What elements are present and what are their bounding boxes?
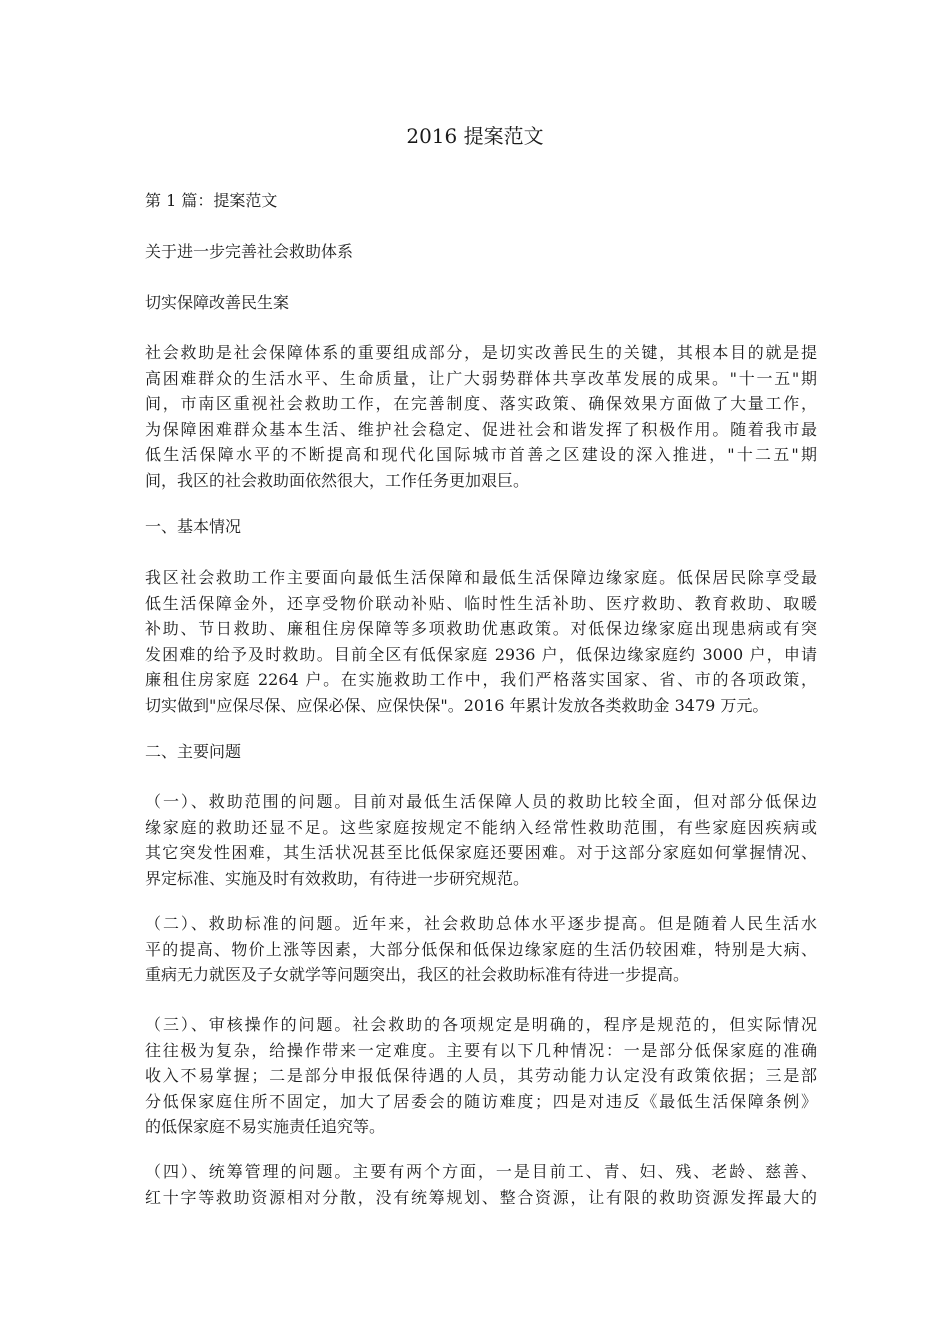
intro-line: 为保障困难群众基本生活、维护社会稳定、促进社会和谐发挥了积极作用。随着我市最: [145, 419, 817, 439]
problem-2-line: 重病无力就医及子女就学等问题突出，我区的社会救助标准有待进一步提高。: [145, 965, 690, 985]
proposal-title-line-1: 关于进一步完善社会救助体系: [145, 242, 354, 261]
problem-2-line: （二）、救助标准的问题。近年来，社会救助总体水平逐步提高。但是随着人民生活水: [145, 914, 817, 933]
proposal-title-line-2: 切实保障改善民生案: [145, 293, 290, 312]
intro-line: 高困难群众的生活水平、生命质量，让广大弱势群体共享改革发展的成果。"十一五"期: [145, 368, 817, 388]
problem-4-line: 红十字等救助资源相对分散，没有统筹规划、整合资源，让有限的救助资源发挥最大的: [145, 1187, 817, 1207]
problem-3-line: 收入不易掌握；二是部分申报低保待遇的人员，其劳动能力认定没有政策依据；三是部: [145, 1066, 817, 1086]
problem-1-paragraph: [145, 789, 817, 891]
section-1-heading: 一、基本情况: [145, 517, 242, 536]
section-1-line: 切实做到"应保尽保、应保必保、应保快保"。2016 年累计发放各类救助金 3479 万元。: [145, 695, 769, 715]
problem-3-paragraph: [145, 1012, 817, 1140]
section-1-line: 低生活保障金外，还享受物价联动补贴、临时性生活补助、医疗救助、教育救助、取暖: [145, 593, 817, 613]
problem-3-line: （三）、审核操作的问题。社会救助的各项规定是明确的，程序是规范的，但实际情况: [145, 1015, 817, 1034]
section-2-heading: 二、主要问题: [145, 742, 242, 761]
problem-3-line: 往往极为复杂，给操作带来一定难度。主要有以下几种情况：一是部分低保家庭的准确: [145, 1040, 817, 1060]
section-1-paragraph: [145, 565, 817, 719]
problem-4-paragraph: [145, 1159, 817, 1210]
problem-2-paragraph: [145, 911, 817, 988]
problem-1-line: 缘家庭的救助还显不足。这些家庭按规定不能纳入经常性救助范围，有些家庭因疾病或: [145, 817, 817, 837]
problem-3-line: 的低保家庭不易实施责任追究等。: [145, 1117, 386, 1137]
intro-line: 间，市南区重视社会救助工作，在完善制度、落实政策、确保效果方面做了大量工作，: [145, 394, 817, 414]
section-1-line: 补助、节日救助、廉租住房保障等多项救助优惠政策。对低保边缘家庭出现患病或有突: [145, 619, 817, 639]
piece-heading: 第 1 篇：提案范文: [145, 191, 278, 210]
section-1-line: 发困难的给予及时救助。目前全区有低保家庭 2936 户，低保边缘家庭约 3000 户，申请: [145, 644, 817, 664]
document-title: 2016 提案范文: [406, 124, 544, 148]
problem-4-line: （四）、统筹管理的问题。主要有两个方面，一是目前工、青、妇、残、老龄、慈善、: [145, 1162, 817, 1181]
problem-1-line: 其它突发性困难，其生活状况甚至比低保家庭还要困难。对于这部分家庭如何掌握情况、: [145, 843, 817, 863]
intro-line: 社会救助是社会保障体系的重要组成部分，是切实改善民生的关键，其根本目的就是提: [145, 343, 817, 362]
section-1-line: 廉租住房家庭 2264 户。在实施救助工作中，我们严格落实国家、省、市的各项政策，: [145, 670, 817, 690]
intro-line: 低生活保障水平的不断提高和现代化国际城市首善之区建设的深入推进，"十二五"期: [145, 445, 817, 465]
problem-2-line: 平的提高、物价上涨等因素，大部分低保和低保边缘家庭的生活仍较困难，特别是大病、: [145, 939, 817, 959]
problem-3-line: 分低保家庭住所不固定，加大了居委会的随访难度；四是对违反《最低生活保障条例》: [145, 1091, 817, 1111]
problem-1-line: （一）、救助范围的问题。目前对最低生活保障人员的救助比较全面，但对部分低保边: [145, 792, 817, 811]
problem-1-line: 界定标准、实施及时有效救助，有待进一步研究规范。: [145, 868, 530, 888]
intro-line: 间，我区的社会救助面依然很大，工作任务更加艰巨。: [145, 470, 530, 490]
intro-paragraph: [145, 340, 817, 494]
section-1-line: 我区社会救助工作主要面向最低生活保障和最低生活保障边缘家庭。低保居民除享受最: [145, 568, 817, 587]
